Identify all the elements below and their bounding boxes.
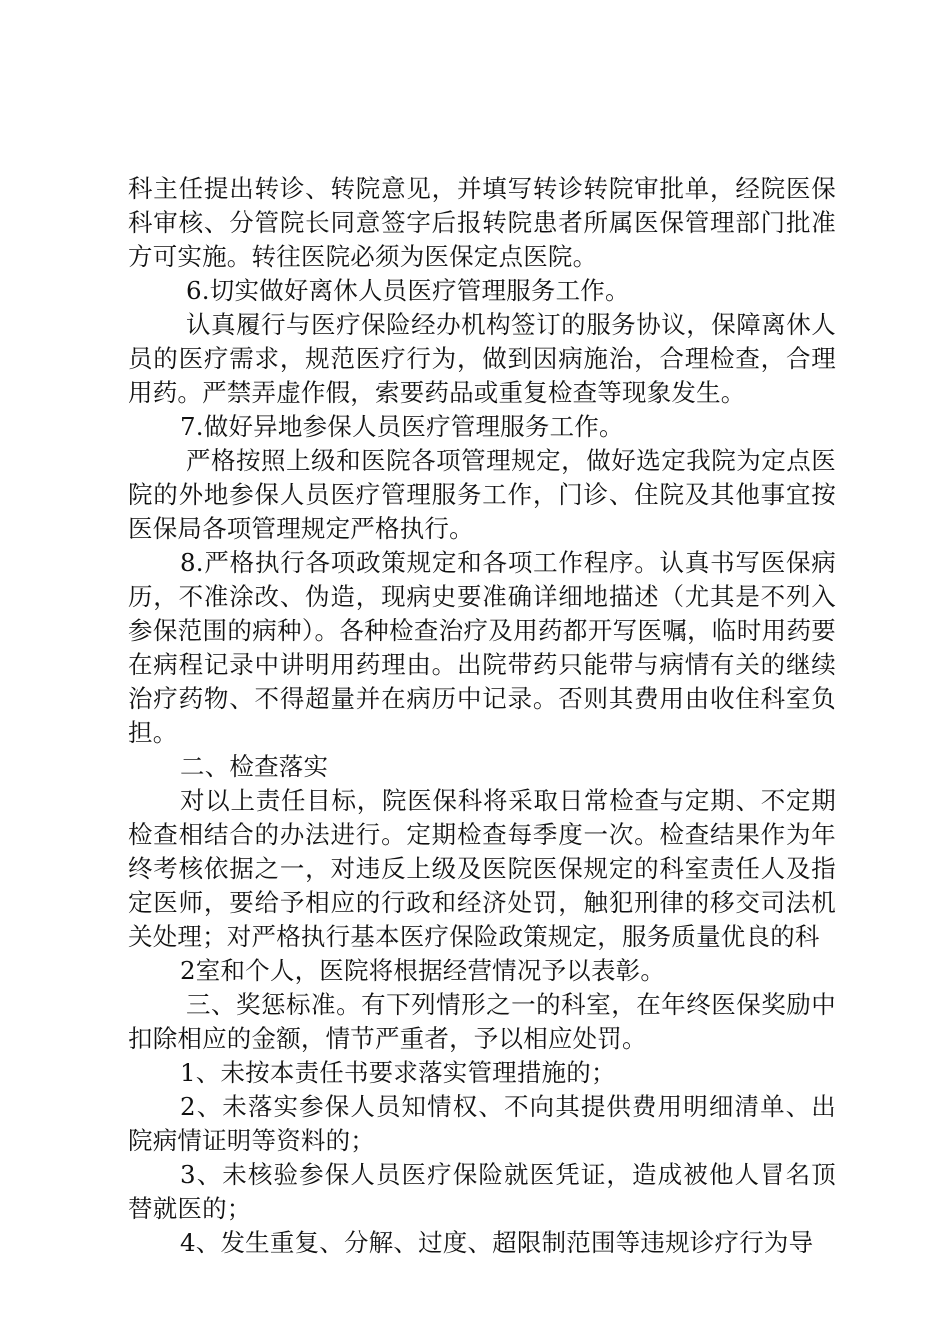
section-heading-rewards-penalties: 三、奖惩标准。有下列情形之一的科室，在年终医保奖励中扣除相应的金额，情节严重者，予以相应处罚。 [128,990,836,1053]
list-item-3: 3、未核验参保人员医疗保险就医凭证，造成被他人冒名顶替就医的； [128,1160,836,1223]
section-heading-inspection: 二、检查落实 [180,752,329,781]
heading-retired-staff-service: 6.切实做好离休人员医疗管理服务工作。 [186,276,630,305]
list-item-1: 1、未按本责任书要求落实管理措施的； [180,1058,616,1087]
paragraph-retired-staff-service: 认真履行与医疗保险经办机构签订的服务协议，保障离休人员的医疗需求，规范医疗行为，做到因病施治，合理检查，合理用药。严禁弄虚作假，索要药品或重复检查等现象发生。 [128,310,836,407]
heading-remote-insured-service: 7.做好异地参保人员医疗管理服务工作。 [180,412,624,441]
paragraph-commendation: 2室和个人，医院将根据经营情况予以表彰。 [180,956,666,985]
paragraph-inspection: 对以上责任目标，院医保科将采取日常检查与定期、不定期检查相结合的办法进行。定期检查每季度一次。检查结果作为年终考核依据之一，对违反上级及医院医保规定的科室责任人及指定医师，要给予相应的行政和经济处罚，触犯刑律的移交司法机关处理；对严格执行基本医疗保险政策规定，服务质量优良的科 [128,786,836,951]
paragraph-remote-insured-service: 严格按照上级和医院各项管理规定，做好选定我院为定点医院的外地参保人员医疗管理服务工作，门诊、住院及其他事宜按医保局各项管理规定严格执行。 [128,446,836,543]
list-item-4: 4、发生重复、分解、过度、超限制范围等违规诊疗行为导 [180,1228,814,1257]
document-page [128,172,836,1260]
paragraph-policy-compliance: 8.严格执行各项政策规定和各项工作程序。认真书写医保病历，不准涂改、伪造，现病史要准确详细地描述（尤其是不列入参保范围的病种）。各种检查治疗及用药都开写医嘱，临时用药要在病程记录中讲明用药理由。出院带药只能带与病情有关的继续治疗药物、不得超量并在病历中记录。否则其费用由收住科室负担。 [128,548,836,747]
list-item-2: 2、未落实参保人员知情权、不向其提供费用明细清单、出院病情证明等资料的； [128,1092,836,1155]
paragraph-referral-procedure: 科主任提出转诊、转院意见，并填写转诊转院审批单，经院医保科审核、分管院长同意签字后报转院患者所属医保管理部门批准方可实施。转往医院必须为医保定点医院。 [128,174,836,271]
